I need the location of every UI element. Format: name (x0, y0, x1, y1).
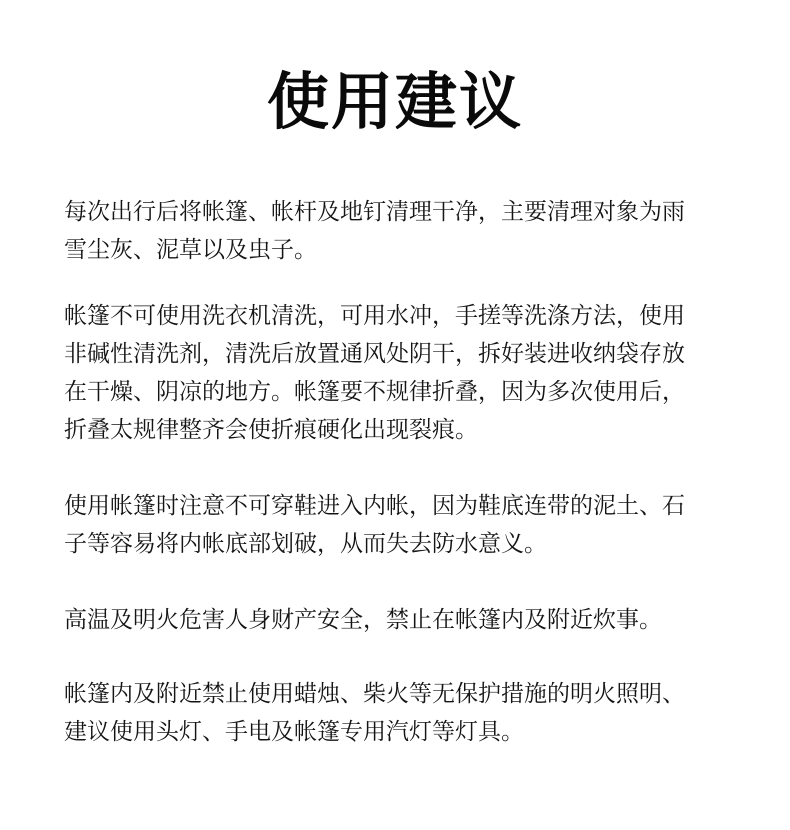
paragraph-line: 帐篷内及附近禁止使用蜡烛、柴火等无保护措施的明火照明、 (64, 681, 685, 707)
page-title: 使用建议 (266, 65, 523, 138)
paragraph-no-cooking (64, 601, 734, 639)
paragraph-line: 帐篷不可使用洗衣机清洗，可用水冲，手搓等洗涤方法，使用 (64, 303, 685, 329)
paragraph-washing-storage (64, 297, 734, 449)
paragraph-line: 在干燥、阴凉的地方。帐篷要不规律折叠，因为多次使用后， (64, 379, 685, 405)
paragraph-line: 建议使用头灯、手电及帐篷专用汽灯等灯具。 (64, 719, 524, 745)
paragraph-lighting (64, 675, 734, 751)
paragraph-line: 使用帐篷时注意不可穿鞋进入内帐，因为鞋底连带的泥土、石 (64, 493, 685, 519)
paragraph-line: 非碱性清洗剂，清洗后放置通风处阴干，拆好装进收纳袋存放 (64, 341, 685, 367)
paragraph-line: 折叠太规律整齐会使折痕硬化出现裂痕。 (64, 417, 478, 443)
paragraph-line: 每次出行后将帐篷、帐杆及地钉清理干净，主要清理对象为雨 (64, 199, 685, 225)
paragraph-line: 高温及明火危害人身财产安全，禁止在帐篷内及附近炊事。 (64, 607, 662, 633)
paragraph-line: 子等容易将内帐底部划破，从而失去防水意义。 (64, 531, 547, 557)
paragraph-no-shoes (64, 487, 734, 563)
paragraph-line: 雪尘灰、泥草以及虫子。 (64, 237, 317, 263)
paragraph-cleaning (64, 193, 734, 269)
